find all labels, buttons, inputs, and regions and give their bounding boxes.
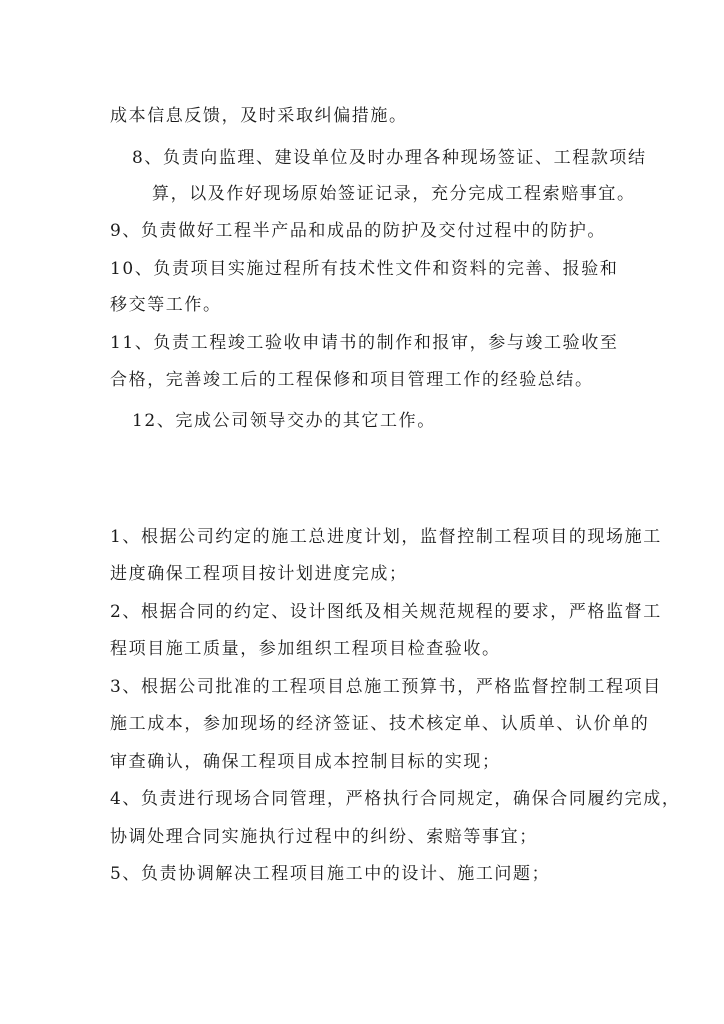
list-item-10: 10、负责项目实施过程所有技术性文件和资料的完善、报验和 <box>110 259 619 279</box>
text-line: 进度确保工程项目按计划进度完成； <box>110 564 408 584</box>
text-line: 程项目施工质量，参加组织工程项目检查验收。 <box>110 639 501 659</box>
list-item-8: 8、负责向监理、建设单位及时办理各种现场签证、工程款项结 <box>132 148 647 168</box>
text-line: 审查确认，确保工程项目成本控制目标的实现； <box>110 752 501 772</box>
list-item-12: 12、完成公司领导交办的其它工作。 <box>132 411 436 431</box>
list-item-5: 5、负责协调解决工程项目施工中的设计、施工问题； <box>110 864 551 884</box>
list-item-4: 4、负责进行现场合同管理，严格执行合同规定，确保合同履约完成， <box>110 789 681 809</box>
list-item-9: 9、负责做好工程半产品和成品的防护及交付过程中的防护。 <box>110 221 607 241</box>
text-line: 合格，完善竣工后的工程保修和项目管理工作的经验总结。 <box>110 370 594 390</box>
list-item-11: 11、负责工程竣工验收申请书的制作和报审，参与竣工验收至 <box>110 333 619 353</box>
list-item-3: 3、根据公司批准的工程项目总施工预算书，严格监督控制工程项目 <box>110 677 662 697</box>
text-line: 成本信息反馈，及时采取纠偏措施。 <box>110 106 408 126</box>
text-line: 施工成本，参加现场的经济签证、技术核定单、认质单、认价单的 <box>110 714 650 734</box>
list-item-1: 1、根据公司约定的施工总进度计划，监督控制工程项目的现场施工 <box>110 527 662 547</box>
text-line: 协调处理合同实施执行过程中的纠纷、索赔等事宜； <box>110 827 538 847</box>
text-line: 移交等工作。 <box>110 295 222 315</box>
text-line: 算，以及作好现场原始签证记录，充分完成工程索赔事宜。 <box>152 184 636 204</box>
list-item-2: 2、根据合同的约定、设计图纸及相关规范规程的要求，严格监督工 <box>110 602 662 622</box>
